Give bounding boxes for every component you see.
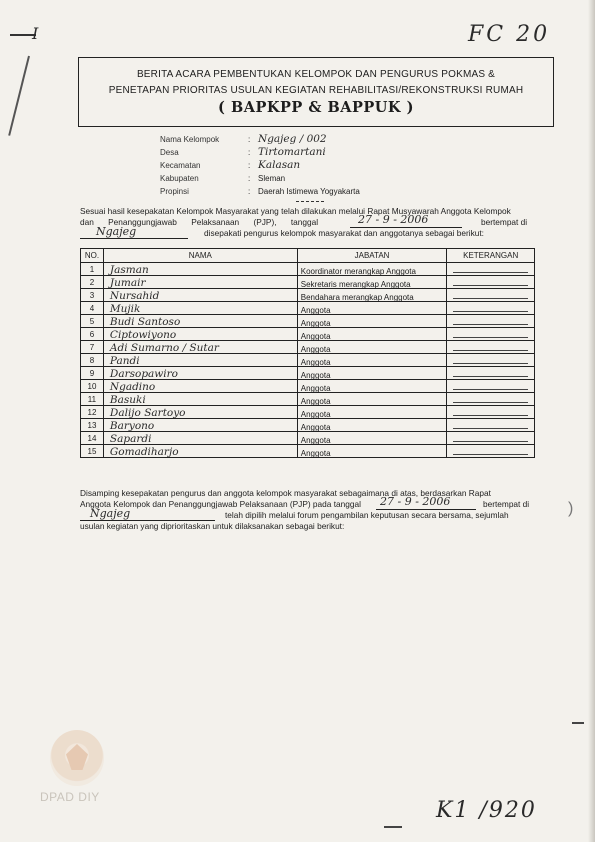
table-row: 13 Baryono Anggota [81, 419, 535, 432]
member-role: Bendahara merangkap Anggota [300, 292, 414, 302]
identity-value: Daerah Istimewa Yogyakarta [258, 187, 360, 196]
identity-value: Kalasan [258, 159, 301, 171]
margin-tick-mark [572, 722, 584, 724]
intro-line-2: dan Penanggungjawab Pelaksanaan (PJP), tanggal 27 - 9 - 2006 bertempat di [80, 213, 528, 227]
identity-value: Ngajeg / 002 [258, 133, 327, 145]
table-row: 7 Adi Sumarno / Sutar Anggota [81, 341, 535, 354]
member-note [447, 380, 535, 393]
identity-label: Nama Kelompok [160, 135, 220, 144]
member-note [447, 393, 535, 406]
identity-label: Kabupaten [160, 174, 199, 183]
separator-dash [296, 201, 324, 202]
archive-number: K1 /920 [436, 798, 537, 823]
member-role: Anggota [300, 331, 331, 341]
title-line-3: ( BAPKPP & BAPPUK ) [218, 99, 414, 116]
meeting-date: 27 - 9 - 2006 [358, 213, 429, 226]
member-role: Koordinator merangkap Anggota [300, 266, 416, 276]
identity-label: Propinsi [160, 187, 189, 196]
identity-value: Sleman [258, 174, 286, 183]
member-note [447, 419, 535, 432]
intro-line-3: Ngajeg disepakati pengurus kelompok masyarakat dan anggotanya sebagai berikut: [80, 228, 542, 239]
member-name: Dalijo Sartoyo [109, 407, 186, 419]
header-jabatan: JABATAN [297, 249, 447, 263]
table-row: 15 Gomadiharjo Anggota [81, 445, 535, 458]
member-role: Anggota [300, 435, 331, 445]
member-name: Jumair [109, 277, 146, 289]
table-row: 8 Pandi Anggota [81, 354, 535, 367]
document-title-box [78, 57, 554, 127]
member-role: Anggota [300, 344, 331, 354]
table-row: 10 Ngadino Anggota [81, 380, 535, 393]
member-role: Sekretaris merangkap Anggota [300, 279, 411, 289]
title-line-1: BERITA ACARA PEMBENTUKAN KELOMPOK DAN PENGURUS POKMAS & [136, 69, 496, 80]
margin-pen-stroke [8, 56, 30, 136]
member-note [447, 328, 535, 341]
member-name: Darsopawiro [109, 368, 178, 380]
member-name: Ngadino [109, 381, 156, 393]
table-row: 4 Mujik Anggota [81, 302, 535, 315]
table-row: 14 Sapardi Anggota [81, 432, 535, 445]
table-row: 12 Dalijo Sartoyo Anggota [81, 406, 535, 419]
page-edge-shadow [588, 0, 595, 842]
member-name: Basuki [109, 394, 146, 406]
header-nama: NAMA [103, 249, 297, 263]
header-keterangan: KETERANGAN [447, 249, 535, 263]
table-header-row [81, 249, 535, 263]
priority-line-2: Anggota Kelompok dan Penanggungjawab Pelaksanaan (PJP) pada tanggal 27 - 9 - 2006 bertempat di [80, 495, 530, 509]
member-note [447, 289, 535, 302]
table-row: 5 Budi Santoso Anggota [81, 315, 535, 328]
intro-line-1: Sesuai hasil kesepakatan Kelompok Masyarakat yang telah dilakukan melalui Rapat Musyawarah Anggota Kelompok [80, 206, 511, 216]
member-name: Nursahid [109, 290, 160, 302]
priority-place: Ngajeg [90, 507, 131, 520]
priority-line-1: Disamping kesepakatan pengurus dan anggota kelompok masyarakat sebagaimana di atas, berdasarkan Rapat [80, 488, 491, 498]
member-name: Ciptowiyono [109, 329, 177, 341]
identity-value: Tirtomartani [258, 146, 326, 158]
member-role: Anggota [300, 357, 331, 367]
member-note [447, 341, 535, 354]
member-note [447, 276, 535, 289]
member-role: Anggota [300, 396, 331, 406]
priority-date: 27 - 9 - 2006 [380, 495, 451, 508]
member-role: Anggota [300, 448, 331, 458]
member-name: Gomadiharjo [109, 446, 179, 458]
member-name: Jasman [109, 264, 149, 276]
table-row: 3 Nursahid Bendahara merangkap Anggota [81, 289, 535, 302]
intro-paragraph [80, 206, 542, 246]
member-role: Anggota [300, 370, 331, 380]
member-role: Anggota [300, 383, 331, 393]
member-role: Anggota [300, 409, 331, 419]
member-note [447, 315, 535, 328]
member-note [447, 263, 535, 276]
margin-bracket-mark: ) [568, 500, 574, 517]
table-row: 6 Ciptowiyono Anggota [81, 328, 535, 341]
member-role: Anggota [300, 318, 331, 328]
member-role: Anggota [300, 305, 331, 315]
member-name: Pandi [109, 355, 140, 367]
member-name: Adi Sumarno / Sutar [109, 342, 219, 354]
identity-label: Desa [160, 148, 179, 157]
header-no: NO. [81, 249, 104, 263]
table-row: 2 Jumair Sekretaris merangkap Anggota [81, 276, 535, 289]
member-note [447, 432, 535, 445]
member-note [447, 445, 535, 458]
meeting-place: Ngajeg [96, 225, 137, 238]
title-line-2: PENETAPAN PRIORITAS USULAN KEGIATAN REHABILITASI/REKONSTRUKSI RUMAH [108, 85, 524, 96]
watermark-text: DPAD DIY [40, 790, 100, 804]
priority-paragraph [80, 488, 542, 540]
corner-roman-mark: I [32, 24, 39, 43]
member-name: Budi Santoso [109, 316, 181, 328]
table-row: 9 Darsopawiro Anggota [81, 367, 535, 380]
member-role: Anggota [300, 422, 331, 432]
member-note [447, 354, 535, 367]
priority-line-4: usulan kegiatan yang diprioritaskan untuk dilaksanakan sebagai berikut: [80, 521, 345, 531]
bottom-tick-mark [384, 826, 402, 828]
members-table [80, 248, 535, 458]
member-name: Mujik [109, 303, 141, 315]
member-note [447, 367, 535, 380]
member-note [447, 406, 535, 419]
member-name: Sapardi [109, 433, 152, 445]
identity-label: Kecamatan [160, 161, 201, 170]
priority-line-3: Ngajeg telah dipilih melalui forum pengambilan keputusan secara bersama, sejumlah [80, 510, 542, 521]
table-row: 11 Basuki Anggota [81, 393, 535, 406]
table-row: 1 Jasman Koordinator merangkap Anggota [81, 263, 535, 276]
archive-code: FC 20 [468, 22, 551, 47]
member-name: Baryono [109, 420, 155, 432]
member-note [447, 302, 535, 315]
